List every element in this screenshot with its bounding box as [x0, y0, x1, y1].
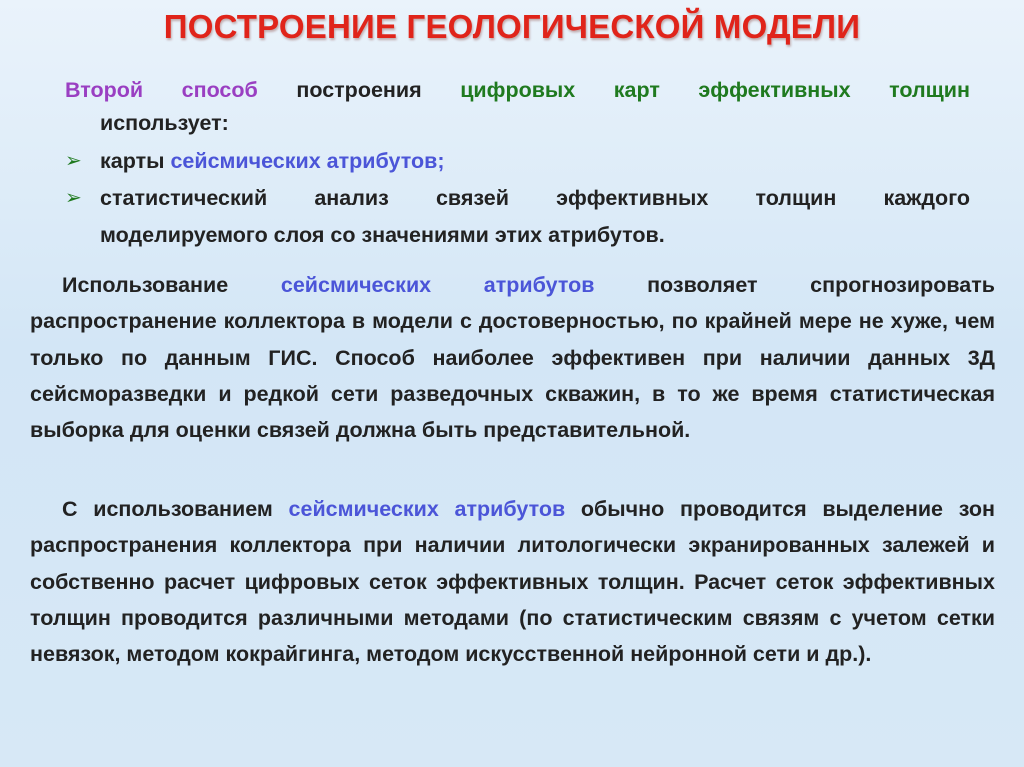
bullet-text-line-1: статистический анализ связей эффективных толщин каждого — [100, 186, 970, 210]
intro-line — [65, 74, 970, 107]
paragraph-2 — [30, 491, 995, 672]
bullet-item-statistics — [65, 180, 970, 254]
intro-part-building: построения — [296, 78, 422, 102]
bullet-list — [65, 143, 970, 254]
bullet-item-seismic-maps — [65, 143, 970, 180]
bullet-highlight: сейсмических атрибутов; — [170, 149, 445, 173]
intro-part-method: Второй способ — [65, 78, 258, 102]
paragraph-1-highlight: сейсмических атрибутов — [280, 273, 595, 297]
slide-title: ПОСТРОЕНИЕ ГЕОЛОГИЧЕСКОЙ МОДЕЛИ — [163, 8, 861, 45]
arrow-bullet-icon: ➢ — [65, 187, 82, 209]
paragraph-2-start: С использованием — [62, 497, 289, 521]
arrow-bullet-icon: ➢ — [65, 150, 82, 172]
intro-part-maps: цифровых карт эффективных толщин — [460, 78, 970, 102]
bullet-text-line-2: моделируемого слоя со значениями этих атрибутов. — [100, 223, 665, 247]
paragraph-1 — [30, 267, 995, 448]
paragraph-1-rest: позволяет спрогнозировать распространение коллектора в модели с достоверностью, по крайней мере не хуже, чем только по данным ГИС. Способ наиболее эффективен при наличии данных 3Д сейсморазведки и редкой сети разведочных скважин, в то же время статистическая выборка для оценки связей должна быть представительной. — [30, 273, 995, 443]
paragraph-1-start: Использование — [62, 273, 281, 297]
bullet-text: карты — [100, 149, 171, 173]
paragraph-2-highlight: сейсмических атрибутов — [288, 497, 566, 521]
intro-line-2: использует: — [100, 111, 229, 135]
paragraph-2-rest: обычно проводится выделение зон распространения коллектора при наличии литологически экранированных залежей и собственно расчет цифровых сеток эффективных толщин. Расчет сеток эффективных толщин проводится различными методами (по статистическим связям с учетом сетки невязок, методом кокрайгинга, методом искусственной нейронной сети и др.). — [30, 497, 995, 667]
